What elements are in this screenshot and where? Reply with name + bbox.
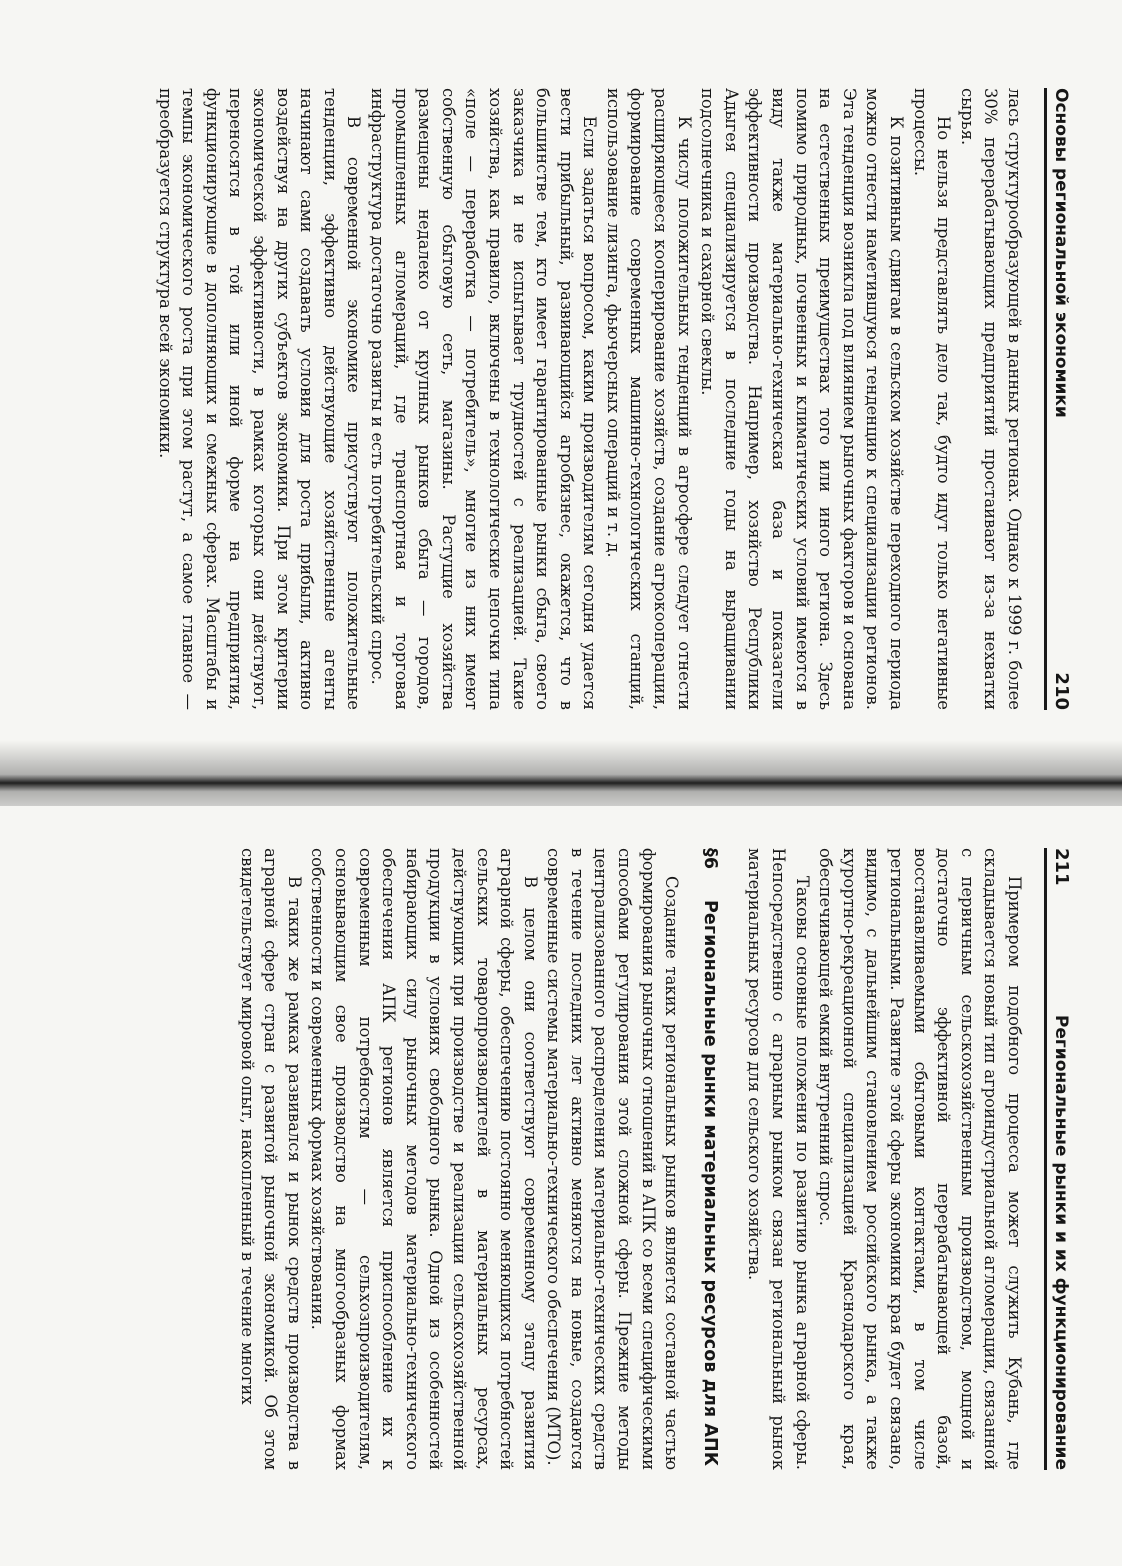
running-head-title: Основы региональной экономики <box>1051 88 1071 418</box>
page-number: 210 <box>1051 672 1072 710</box>
paragraph: Создание таких региональных рынков является составной частью формирования рыночных отношений в АПК со всеми специфическими способами регулирования этой сложной сферы. Прежние методы централизованного распределения материально-технических средств в течение последних лет активно меняются на новые, создаются современные системы материально-технического обеспечения (МТО). <box>544 848 682 1470</box>
page-210 <box>0 0 1122 760</box>
page-number: 211 <box>1051 848 1072 886</box>
page-211 <box>0 806 1122 1566</box>
page-body-left <box>153 88 1026 710</box>
running-header-right <box>1044 848 1074 1470</box>
paragraph: В целом они соответствуют современному этапу развития аграрной сферы, обеспечению постоянно меняющихся потребностей сельских товаропроизводителей в материальных ресурсах, действующих при производстве и реализации сельскохозяйственной продукции в условиях свободного рынка. Одной из особенностей набирающих силу рыночных методов материально-технического обеспечения АПК регионов является приспособление их к современным потребностям — сельхозпроизводителям, основывающим свое производство на многообразных формах собственности и современных формах хозяйствования. <box>308 848 540 1470</box>
paragraph: Но нельзя представлять дело так, будто идут только негативные процессы. <box>910 88 954 710</box>
paragraph: В таких же рамках развивался и рынок средств производства в аграрной сфере стран с развитой рыночной экономикой. Об этом свидетельствует мировой опыт, накопленный в течение многих <box>237 848 304 1470</box>
section-title: Региональные рынки материальных ресурсов для АПК <box>699 900 720 1467</box>
paragraph: Таковы основные положения по развитию рынка аграрной сферы. Непосредственно с аграрным рынком связан региональный рынок материальных ресурсов для сельского хозяйства. <box>745 848 812 1470</box>
running-head-title: Региональные рынки и их функционирование <box>1051 1014 1071 1470</box>
section-heading <box>697 848 721 1470</box>
page-body-right <box>235 848 1026 1470</box>
section-number: §6 <box>699 848 720 870</box>
paragraph: К числу положительных тенденций в агросфере следует отнести расширяющееся кооперирование хозяйств, создание агрокооперации, формирование современных машинно-технологических станций, использование лизинга, фьючерсных операций и т. д. <box>603 88 694 710</box>
paragraph: В современной экономике присутствуют положительные тенденции, эффективно действующие хозяйственные агенты начинают сами создавать условия для роста прибыли, активно воздействуя на других субъектов экономики. При этом критерии экономической эффективности, в рамках которых они действуют, переносятся в той или иной форме на предприятия, функционирующие в дополняющих и смежных сферах. Масштабы и темпы экономического роста при этом растут, а самое главное — преобразуется структура всей экономики. <box>155 88 364 710</box>
paragraph: лась структурообразующей в данных регионах. Однако к 1999 г. более 30% перерабатывающих предприятий простаивают из-за нехватки сырья. <box>957 88 1024 710</box>
paragraph: Примером подобного процесса может служить Кубань, где складывается новый тип агроиндустриальной агломерации, связанной с первичным сельскохозяйственным производством, мощной и достаточно эффективной перерабатывающей базой, восстанавливаемыми сбытовыми контактами, в том числе региональными. Развитие этой сферы экономики края будет связано, видимо, с дальнейшим становлением российского рынка, а также курортно-рекреационной специализацией Краснодарского края, обеспечивающей емкий внутренний спрос. <box>816 848 1024 1470</box>
paragraph: К позитивным сдвигам в сельском хозяйстве переходного периода можно отнести наметившуюся тенденцию к специализации регионов. Эта тенденция возникла под влиянием рыночных факторов и основана на естественных преимуществах того или иного региона. Здесь помимо природных, почвенных и климатических условий имеются в виду также материально-техническая база и показатели эффективности производства. Например, хозяйство Республики Адыгея специализируется в последние годы на выращивании подсолнечника и сахарной свеклы. <box>698 88 907 710</box>
paragraph: Если задаться вопросом, каким производителям сегодня удается вести прибыльный, развивающийся агробизнес, окажется, что в большинстве тем, кто имеет гарантированные рынки сбыта, своего заказчика и не испытывает трудностей с реализацией. Такие хозяйства, как правило, включены в технологические цепочки типа «поле — переработка — потребитель», многие из них имеют собственную сбытовую сеть, магазины. Растущие хозяйства размещены недалеко от крупных рынков сбыта — городов, промышленных агломераций, где транспортная и торговая инфраструктура достаточно развиты и есть потребительский спрос. <box>367 88 600 710</box>
running-header-left <box>1044 88 1074 710</box>
